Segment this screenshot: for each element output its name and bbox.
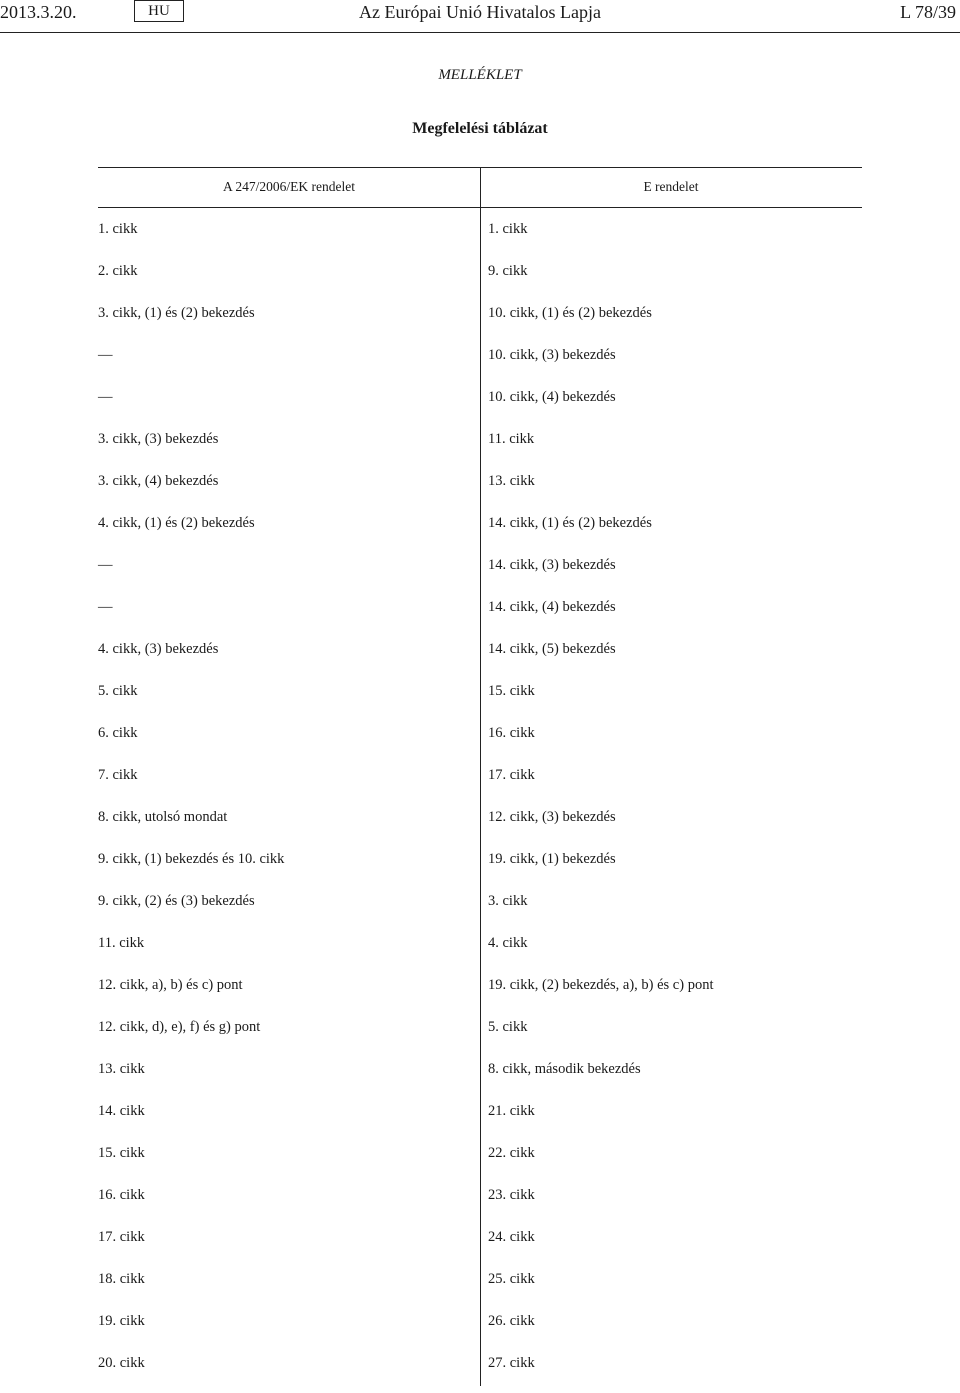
- table-row: [98, 1267, 862, 1309]
- old-regulation-cell: 1. cikk: [98, 221, 138, 237]
- annex-title: MELLÉKLET: [438, 67, 522, 83]
- new-regulation-cell: 17. cikk: [488, 767, 535, 783]
- journal-title: Az Európai Unió Hivatalos Lapja: [359, 2, 601, 22]
- column-header-old-regulation: A 247/2006/EK rendelet: [223, 179, 355, 194]
- new-regulation-cell: 21. cikk: [488, 1103, 535, 1119]
- new-regulation-cell: 22. cikk: [488, 1145, 535, 1161]
- new-regulation-cell: 8. cikk, második bekezdés: [488, 1061, 641, 1077]
- old-regulation-cell: 12. cikk, d), e), f) és g) pont: [98, 1019, 261, 1035]
- old-regulation-cell: 13. cikk: [98, 1061, 145, 1077]
- new-regulation-cell: 14. cikk, (5) bekezdés: [488, 641, 616, 657]
- table-title: Megfelelési táblázat: [412, 120, 548, 137]
- old-regulation-cell: 15. cikk: [98, 1145, 145, 1161]
- old-regulation-cell: 6. cikk: [98, 725, 138, 741]
- column-header-new-regulation: E rendelet: [643, 179, 699, 194]
- table-row: [98, 847, 862, 889]
- old-regulation-cell: 3. cikk, (4) bekezdés: [98, 473, 219, 489]
- table-row: [98, 259, 862, 301]
- new-regulation-cell: 19. cikk, (1) bekezdés: [488, 851, 616, 867]
- table-row: [98, 217, 862, 259]
- new-regulation-cell: 25. cikk: [488, 1271, 535, 1287]
- new-regulation-cell: 14. cikk, (1) és (2) bekezdés: [488, 515, 652, 531]
- old-regulation-cell: 3. cikk, (3) bekezdés: [98, 431, 219, 447]
- table-row: [98, 1225, 862, 1267]
- table-row: [98, 385, 862, 427]
- old-regulation-cell: —: [98, 347, 113, 363]
- old-regulation-cell: 4. cikk, (3) bekezdés: [98, 641, 219, 657]
- correlation-table: [98, 167, 862, 1386]
- table-row: [98, 1141, 862, 1183]
- header-divider: [0, 32, 960, 33]
- table-body: [98, 217, 862, 1393]
- table-row: [98, 301, 862, 343]
- new-regulation-cell: 9. cikk: [488, 263, 528, 279]
- new-regulation-cell: 3. cikk: [488, 893, 528, 909]
- old-regulation-cell: 18. cikk: [98, 1271, 145, 1287]
- new-regulation-cell: 14. cikk, (4) bekezdés: [488, 599, 616, 615]
- old-regulation-cell: 12. cikk, a), b) és c) pont: [98, 977, 243, 993]
- old-regulation-cell: 2. cikk: [98, 263, 138, 279]
- old-regulation-cell: 9. cikk, (1) bekezdés és 10. cikk: [98, 851, 285, 867]
- table-row: [98, 973, 862, 1015]
- table-row: [98, 1057, 862, 1099]
- old-regulation-cell: 14. cikk: [98, 1103, 145, 1119]
- new-regulation-cell: 24. cikk: [488, 1229, 535, 1245]
- table-row: [98, 343, 862, 385]
- old-regulation-cell: 19. cikk: [98, 1313, 145, 1329]
- new-regulation-cell: 15. cikk: [488, 683, 535, 699]
- old-regulation-cell: 11. cikk: [98, 935, 145, 951]
- new-regulation-cell: 26. cikk: [488, 1313, 535, 1329]
- table-row: [98, 1351, 862, 1393]
- table-row: [98, 931, 862, 973]
- new-regulation-cell: 27. cikk: [488, 1355, 535, 1371]
- new-regulation-cell: 10. cikk, (3) bekezdés: [488, 347, 616, 363]
- new-regulation-cell: 4. cikk: [488, 935, 528, 951]
- table-row: [98, 1183, 862, 1225]
- old-regulation-cell: 20. cikk: [98, 1355, 145, 1371]
- old-regulation-cell: —: [98, 599, 113, 615]
- table-row: [98, 679, 862, 721]
- old-regulation-cell: 8. cikk, utolsó mondat: [98, 809, 228, 825]
- old-regulation-cell: 16. cikk: [98, 1187, 145, 1203]
- table-row: [98, 763, 862, 805]
- old-regulation-cell: 5. cikk: [98, 683, 138, 699]
- old-regulation-cell: 17. cikk: [98, 1229, 145, 1245]
- table-row: [98, 1099, 862, 1141]
- new-regulation-cell: 12. cikk, (3) bekezdés: [488, 809, 616, 825]
- table-row: [98, 637, 862, 679]
- table-row: [98, 1309, 862, 1351]
- new-regulation-cell: 16. cikk: [488, 725, 535, 741]
- page-header: [0, 0, 960, 26]
- new-regulation-cell: 10. cikk, (1) és (2) bekezdés: [488, 305, 652, 321]
- old-regulation-cell: 4. cikk, (1) és (2) bekezdés: [98, 515, 255, 531]
- table-row: [98, 469, 862, 511]
- table-row: [98, 553, 862, 595]
- old-regulation-cell: —: [98, 389, 113, 405]
- old-regulation-cell: —: [98, 557, 113, 573]
- new-regulation-cell: 14. cikk, (3) bekezdés: [488, 557, 616, 573]
- old-regulation-cell: 7. cikk: [98, 767, 138, 783]
- old-regulation-cell: 3. cikk, (1) és (2) bekezdés: [98, 305, 255, 321]
- page-reference: L 78/39: [900, 2, 956, 22]
- new-regulation-cell: 23. cikk: [488, 1187, 535, 1203]
- table-row: [98, 511, 862, 553]
- table-row: [98, 889, 862, 931]
- table-row: [98, 427, 862, 469]
- new-regulation-cell: 11. cikk: [488, 431, 535, 447]
- new-regulation-cell: 1. cikk: [488, 221, 528, 237]
- publication-date: 2013.3.20.: [0, 2, 77, 22]
- new-regulation-cell: 5. cikk: [488, 1019, 528, 1035]
- table-row: [98, 805, 862, 847]
- new-regulation-cell: 19. cikk, (2) bekezdés, a), b) és c) pont: [488, 977, 714, 993]
- table-row: [98, 595, 862, 637]
- new-regulation-cell: 13. cikk: [488, 473, 535, 489]
- language-badge: HU: [134, 0, 184, 22]
- new-regulation-cell: 10. cikk, (4) bekezdés: [488, 389, 616, 405]
- old-regulation-cell: 9. cikk, (2) és (3) bekezdés: [98, 893, 255, 909]
- table-row: [98, 721, 862, 763]
- table-row: [98, 1015, 862, 1057]
